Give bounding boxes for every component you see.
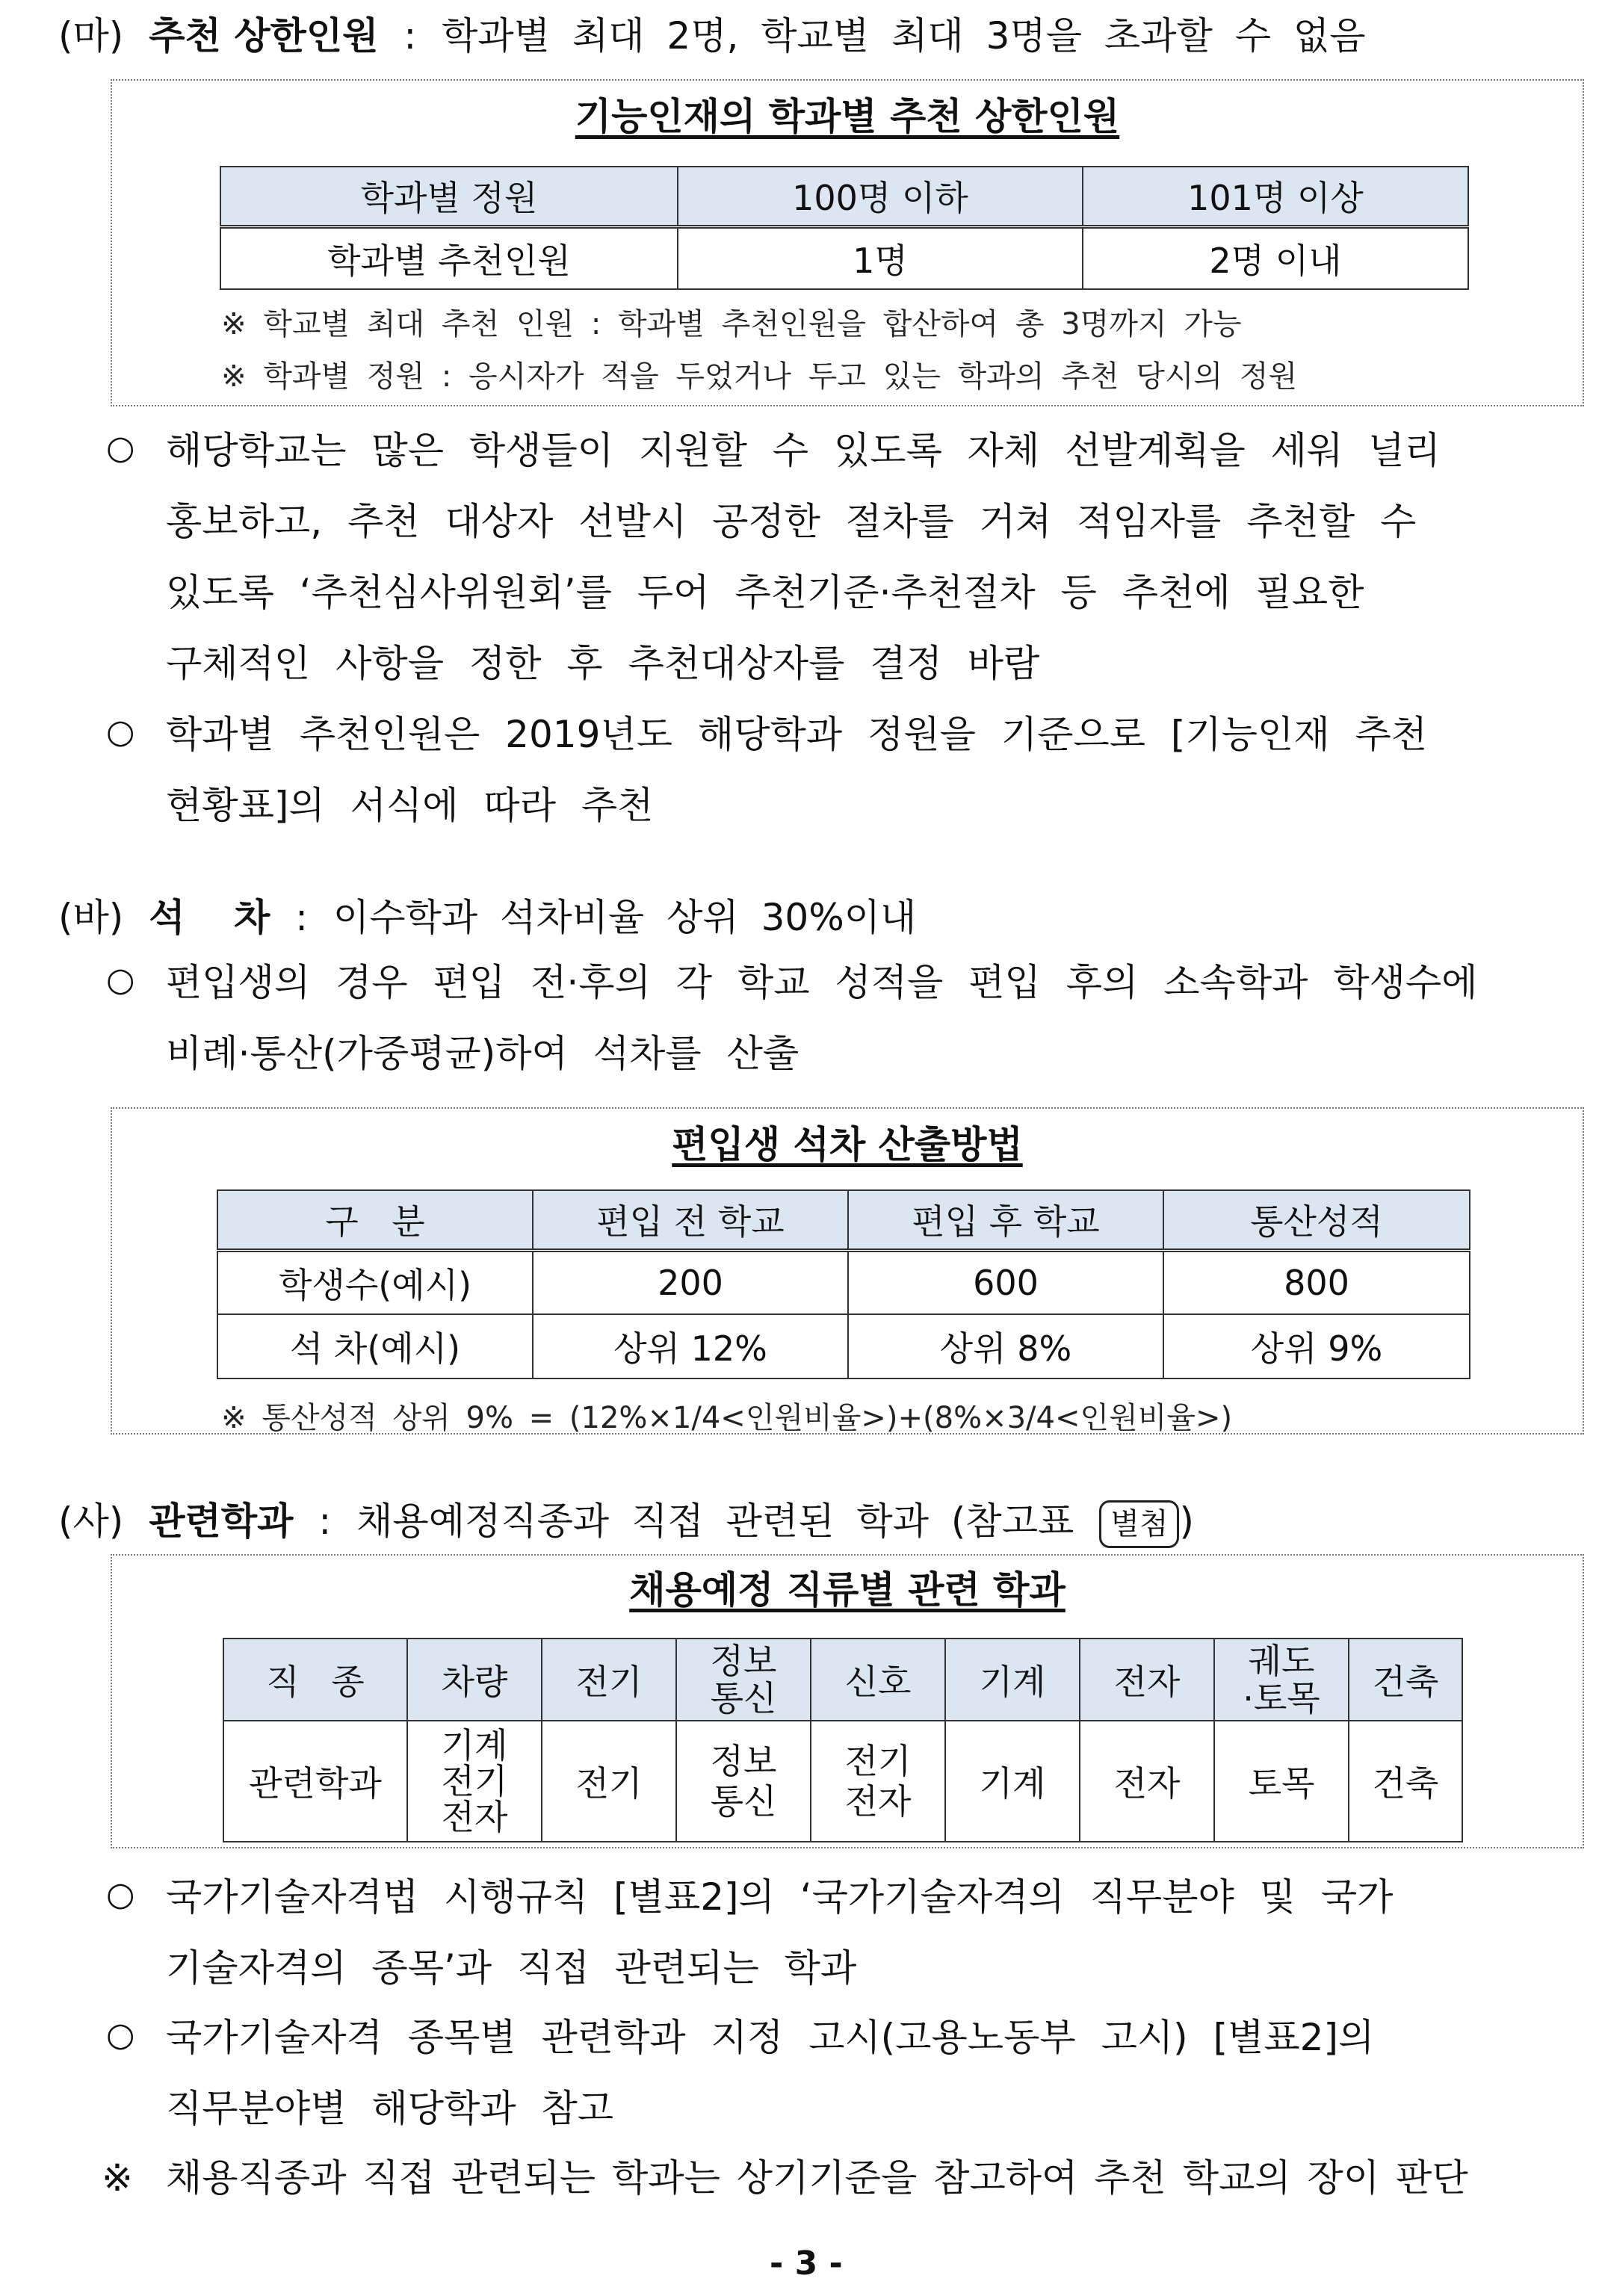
- table-header-cell: 편입 전 학교: [533, 1190, 848, 1250]
- table-row: [217, 1250, 1470, 1314]
- bullet-line: 국가기술자격법 시행규칙 [별표2]의 ‘국가기술자격의 직무분야 및 국가: [166, 1875, 1394, 1919]
- bullet-line: 현황표]의 서식에 따라 추천: [166, 784, 654, 827]
- table-header-cell: 차량: [407, 1639, 542, 1721]
- table-cell: 상위 12%: [533, 1314, 848, 1378]
- bullet-circle-icon: ○: [106, 1875, 135, 1913]
- bullet-line: 국가기술자격 종목별 관련학과 지정 고시(고용노동부 고시) [별표2]의: [166, 2016, 1375, 2059]
- table-cell: 전기: [542, 1721, 676, 1842]
- table-header-cell: 건축: [1349, 1639, 1462, 1721]
- table-header-cell: 궤도 ·토목: [1214, 1639, 1349, 1721]
- attachment-badge: 별첨: [1099, 1500, 1179, 1548]
- table-header-cell: 신호: [811, 1639, 945, 1721]
- related-dept-table: [223, 1638, 1463, 1842]
- section-ma-desc: 학과별 최대 2명, 학교별 최대 3명을 초과할 수 없음: [442, 14, 1366, 58]
- section-sa-heading: [58, 1491, 1194, 1548]
- table-header-cell: 101명 이상: [1083, 167, 1468, 226]
- section-ma-label: (마): [58, 14, 124, 58]
- rank-calc-table: [217, 1189, 1470, 1379]
- table-cell: 800: [1163, 1250, 1470, 1314]
- section-ma-heading: [58, 6, 1366, 60]
- table-cell: 상위 8%: [848, 1314, 1163, 1378]
- table-header-cell: 편입 후 학교: [848, 1190, 1163, 1250]
- table-header-row: [217, 1190, 1470, 1250]
- bullet-line: 비례·통산(가중평균)하여 석차를 산출: [166, 1032, 800, 1075]
- table-cell: 기계 전기 전자: [407, 1721, 542, 1842]
- table-cell: 2명 이내: [1083, 226, 1468, 289]
- table-cell: 석 차(예시): [217, 1314, 533, 1378]
- table-cell: 상위 9%: [1163, 1314, 1470, 1378]
- final-note-mark: ※: [102, 2156, 133, 2200]
- table-cell: 관련학과: [223, 1721, 407, 1842]
- section-ma-title: 추천 상한인원: [149, 14, 379, 58]
- table-cell: 학생수(예시): [217, 1250, 533, 1314]
- table-cell: 기계: [945, 1721, 1080, 1842]
- table-header-cell: 구 분: [217, 1190, 533, 1250]
- final-note: 채용직종과 직접 관련되는 학과는 상기기준을 참고하여 추천 학교의 장이 판단: [166, 2156, 1468, 2200]
- table-header-cell: 전자: [1080, 1639, 1214, 1721]
- bullet-line: 편입생의 경우 편입 전·후의 각 학교 성적을 편입 후의 소속학과 학생수에: [166, 961, 1478, 1004]
- table-row: [217, 1314, 1470, 1378]
- bullet-line: 기술자격의 종목’과 직접 관련되는 학과: [166, 1946, 857, 1990]
- bullet-circle-icon: ○: [106, 429, 135, 467]
- section-ba-title: 석 차: [149, 896, 270, 939]
- section-ba-label: (바): [58, 896, 124, 939]
- recommend-limit-box: [111, 79, 1584, 406]
- bullet-line: 구체적인 사항을 정한 후 추천대상자를 결정 바람: [166, 642, 1040, 685]
- bullet-paragraph: [166, 699, 1427, 841]
- table-header-cell: 기계: [945, 1639, 1080, 1721]
- table-header-cell: 100명 이하: [678, 167, 1083, 226]
- bullet-circle-icon: ○: [106, 961, 135, 999]
- bullet-line: 있도록 ‘추천심사위원회’를 두어 추천기준·추천절차 등 추천에 필요한: [166, 571, 1364, 614]
- bullet-paragraph: [166, 947, 1478, 1089]
- section-sa-colon: :: [318, 1500, 332, 1543]
- bullet-line: 홍보하고, 추천 대상자 선발시 공정한 절차를 거쳐 적임자를 추천할 수: [166, 500, 1417, 543]
- section-sa-desc: 채용예정직종과 직접 관련된 학과 (참고표: [356, 1500, 1074, 1543]
- section-ba-colon: :: [295, 896, 309, 939]
- bullet-paragraph: [166, 2002, 1374, 2144]
- table-cell: 학과별 추천인원: [220, 226, 678, 289]
- related-dept-box-title: 채용예정 직류별 관련 학과: [629, 1568, 1066, 1612]
- bullet-line: 직무분야별 해당학과 참고: [166, 2087, 614, 2130]
- table-header-row: [220, 167, 1468, 226]
- section-ma-colon: :: [403, 14, 417, 58]
- section-ba-desc: 이수학과 석차비율 상위 30%이내: [333, 896, 917, 939]
- table-row: [223, 1721, 1462, 1842]
- bullet-paragraph: [166, 415, 1441, 699]
- note: ※ 학교별 최대 추천 인원 : 학과별 추천인원을 합산하여 총 3명까지 가능: [221, 307, 1242, 341]
- table-cell: 정보 통신: [676, 1721, 811, 1842]
- table-cell: 200: [533, 1250, 848, 1314]
- related-dept-box: [111, 1554, 1584, 1848]
- section-sa-label: (사): [58, 1500, 124, 1543]
- table-header-cell: 학과별 정원: [220, 167, 678, 226]
- table-cell: 1명: [678, 226, 1083, 289]
- note: ※ 통산성적 상위 9% = (12%×1/4<인원비율>)+(8%×3/4<인원비율>): [221, 1401, 1233, 1435]
- table-cell: 전기 전자: [811, 1721, 945, 1842]
- table-header-row: [223, 1639, 1462, 1721]
- table-header-cell: 직 종: [223, 1639, 407, 1721]
- recommend-limit-table: [220, 166, 1469, 290]
- bullet-circle-icon: ○: [106, 713, 135, 751]
- recommend-limit-box-title: 기능인재의 학과별 추천 상한인원: [575, 95, 1120, 138]
- bullet-paragraph: [166, 1862, 1393, 2004]
- table-cell: 전자: [1080, 1721, 1214, 1842]
- table-cell: 600: [848, 1250, 1163, 1314]
- section-sa-desc-close: ): [1179, 1500, 1194, 1543]
- section-ba-heading: [58, 888, 916, 941]
- page-number: - 3 -: [770, 2244, 843, 2283]
- bullet-line: 학과별 추천인원은 2019년도 해당학과 정원을 기준으로 [기능인재 추천: [166, 713, 1428, 756]
- table-header-cell: 통산성적: [1163, 1190, 1470, 1250]
- table-header-cell: 정보 통신: [676, 1639, 811, 1721]
- note: ※ 학과별 정원 : 응시자가 적을 두었거나 두고 있는 학과의 추천 당시의 정원: [221, 359, 1298, 394]
- table-cell: 토목: [1214, 1721, 1349, 1842]
- table-row: [220, 226, 1468, 289]
- table-cell: 건축: [1349, 1721, 1462, 1842]
- table-header-cell: 전기: [542, 1639, 676, 1721]
- bullet-line: 해당학교는 많은 학생들이 지원할 수 있도록 자체 선발계획을 세워 널리: [166, 429, 1441, 472]
- rank-calc-box: [111, 1107, 1584, 1435]
- bullet-circle-icon: ○: [106, 2016, 135, 2054]
- section-sa-title: 관련학과: [149, 1500, 294, 1543]
- rank-calc-box-title: 편입생 석차 산출방법: [672, 1123, 1023, 1166]
